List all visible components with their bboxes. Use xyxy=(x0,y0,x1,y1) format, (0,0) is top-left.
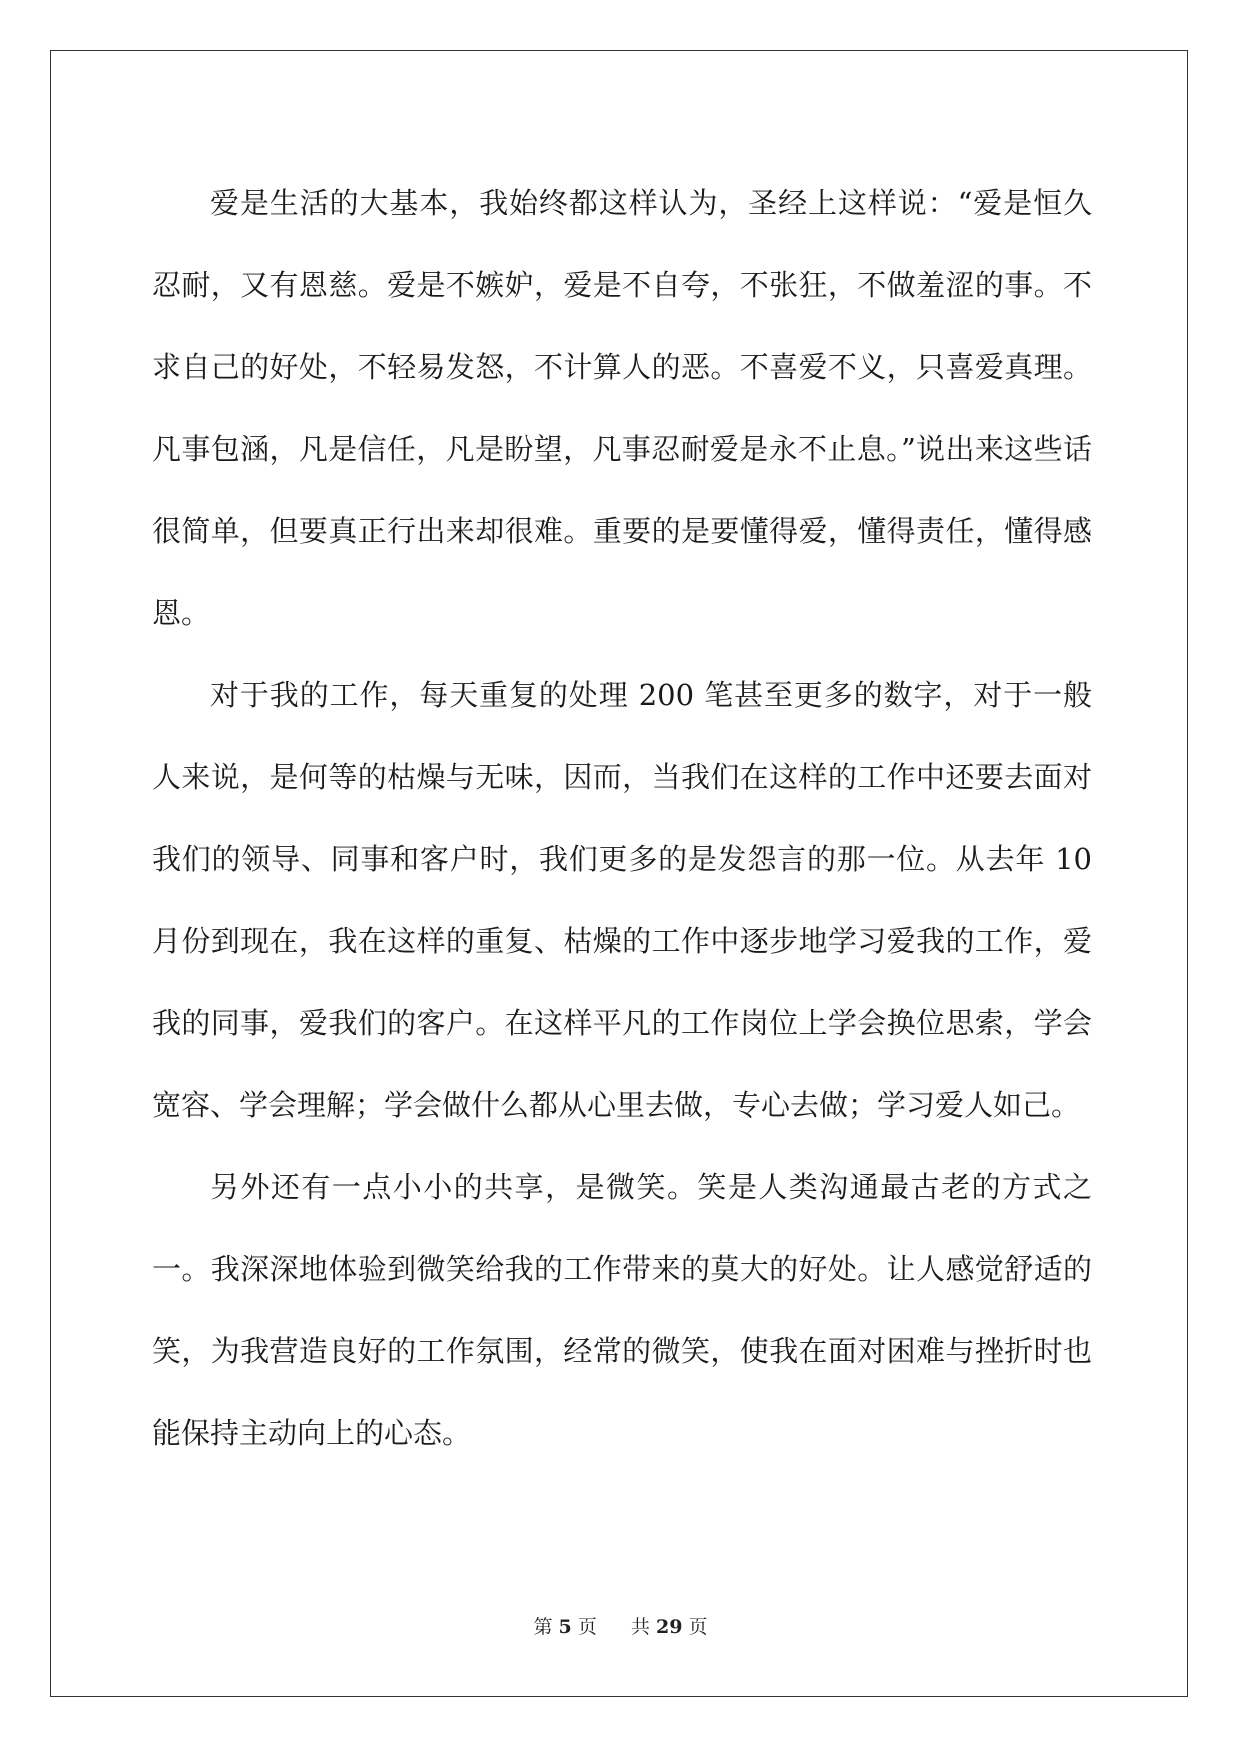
total-pages: 29 xyxy=(656,1616,683,1638)
paragraph-smile: 另外还有一点小小的共享，是微笑。笑是人类沟通最古老的方式之一。我深深地体验到微笑给我的工作带来的莫大的好处。让人感觉舒适的笑，为我营造良好的工作氛围，经常的微笑，使我在面对困难与挫折时也能保持主动向上的心态。 xyxy=(152,1170,1092,1450)
page-footer xyxy=(0,1612,1241,1639)
paragraph-love: 爱是生活的大基本，我始终都这样认为，圣经上这样说：“爱是恒久忍耐，又有恩慈。爱是不嫉妒，爱是不自夸，不张狂，不做羞涩的事。不求自己的好处，不轻易发怒，不计算人的恶。不喜爱不义，只喜爱真理。凡事包涵，凡是信任，凡是盼望，凡事忍耐爱是永不止息。”说出来这些话很简单，但要真正行出来却很难。重要的是要懂得爱，懂得责任，懂得感恩。 xyxy=(152,186,1092,630)
paragraph-work: 对于我的工作，每天重复的处理 200 笔甚至更多的数字，对于一般人来说，是何等的枯燥与无味，因而，当我们在这样的工作中还要去面对我们的领导、同事和客户时，我们更多的是发怨言的那一位。从去年 10 月份到现在，我在这样的重复、枯燥的工作中逐步地学习爱我的工作，爱我的同事，爱我们的客户。在这样平凡的工作岗位上学会换位思索，学会宽容、学会理解；学会做什么都从心里去做，专心去做；学习爱人如己。 xyxy=(152,678,1092,1122)
page-prefix: 第 xyxy=(533,1616,553,1638)
page-number: 5 xyxy=(558,1616,572,1638)
document-body xyxy=(152,162,1092,1474)
total-prefix: 共 xyxy=(630,1616,650,1638)
total-suffix: 页 xyxy=(688,1616,708,1638)
page-suffix: 页 xyxy=(577,1616,597,1638)
